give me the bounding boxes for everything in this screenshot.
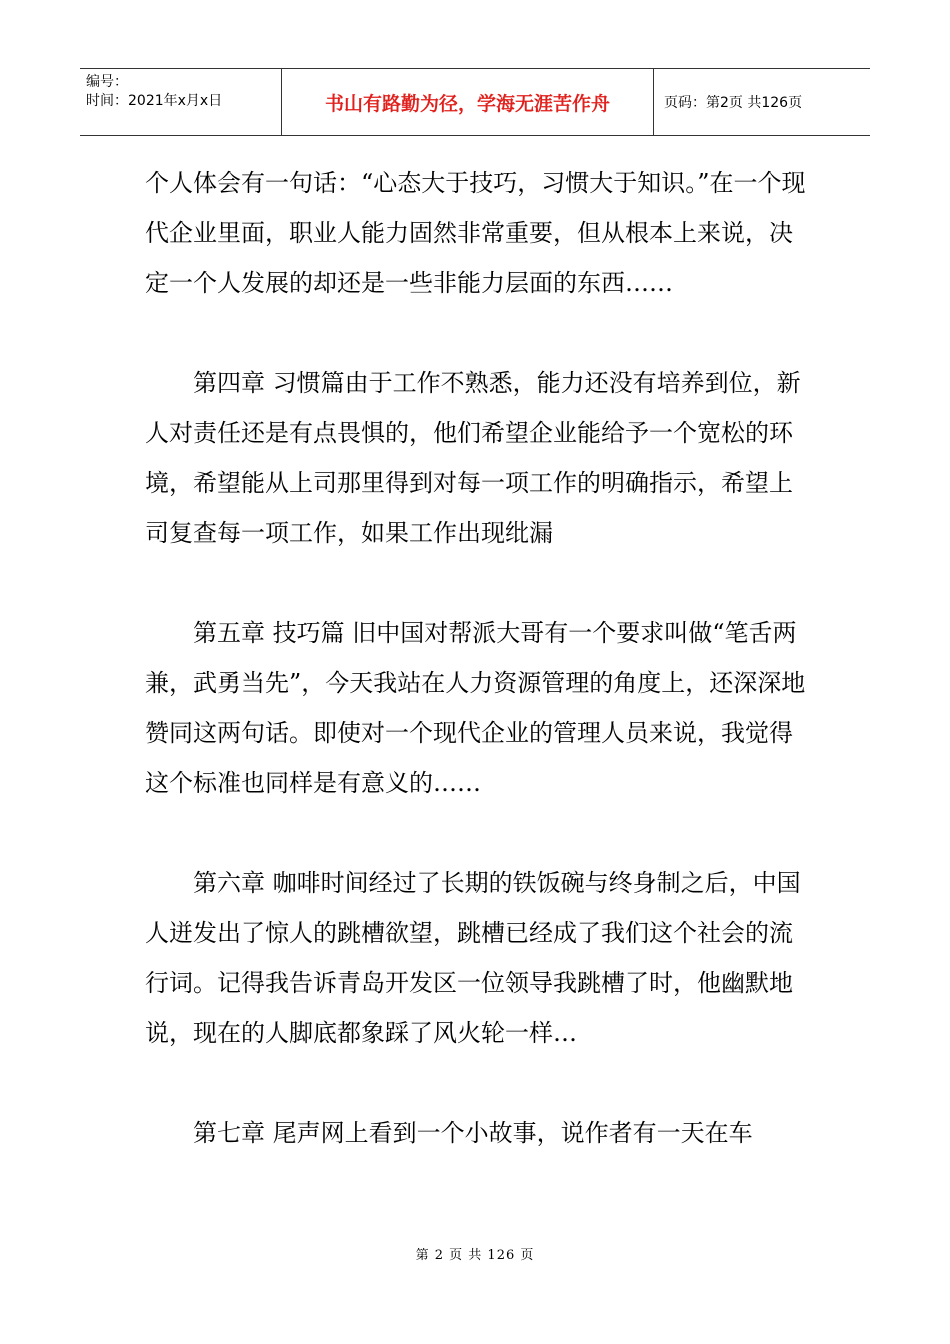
paragraph-chapter-7: 第七章 尾声网上看到一个小故事，说作者有一天在车 (193, 1119, 753, 1147)
paragraph-1: 个人体会有一句话：“心态大于技巧，习惯大于知识。”在一个现代企业里面，职业人能力固然非常重要，但从根本上来说，决定一个人发展的却还是一些非能力层面的东西…… (145, 169, 806, 297)
document-body (145, 158, 815, 1158)
header-motto: 书山有路勤为径，学海无涯苦作舟 (282, 69, 654, 135)
paragraph-chapter-5: 第五章 技巧篇 旧中国对帮派大哥有一个要求叫做“笔舌两兼，武勇当先”，今天我站在人力资源管理的角度上，还深深地赞同这两句话。即使对一个现代企业的管理人员来说，我觉得这个标准也同样是有意义的…… (145, 619, 806, 797)
header-page-info: 页码：第2页 共126页 (664, 95, 803, 111)
number-label: 编号： (86, 74, 128, 90)
time-label: 时间：2021年x月x日 (86, 93, 223, 109)
header-meta-cell (80, 69, 282, 135)
page-header (80, 68, 870, 136)
paragraph-chapter-4: 第四章 习惯篇由于工作不熟悉，能力还没有培养到位，新人对责任还是有点畏惧的，他们希望企业能给予一个宽松的环境，希望能从上司那里得到对每一项工作的明确指示，希望上司复查每一项工作，如果工作出现纰漏 (145, 369, 801, 547)
page-footer: 第 2 页 共 126 页 (415, 1248, 535, 1263)
paragraph-chapter-6: 第六章 咖啡时间经过了长期的铁饭碗与终身制之后，中国人迸发出了惊人的跳槽欲望，跳槽已经成了我们这个社会的流行词。记得我告诉青岛开发区一位领导我跳槽了时，他幽默地说，现在的人脚底都象踩了风火轮一样… (145, 869, 801, 1047)
